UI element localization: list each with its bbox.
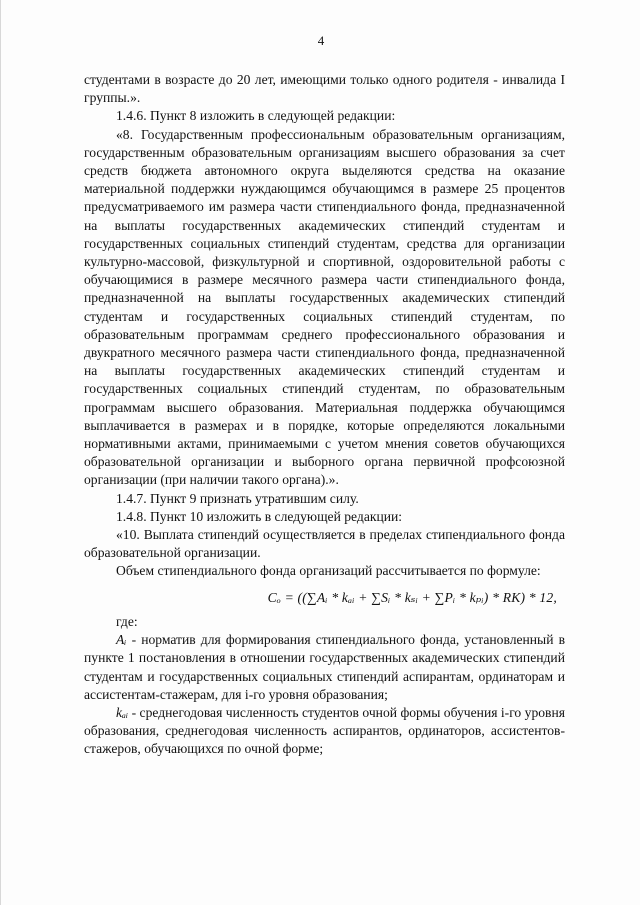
paragraph-1-4-8: 1.4.8. Пункт 10 изложить в следующей редакции: (116, 508, 403, 524)
paragraph-formula-intro: Объем стипендиального фонда организаций рассчитывается по формуле: (116, 563, 541, 579)
paragraph-continuation: студентами в возрасте до 20 лет, имеющими только одного родителя - инвалида I группы.». (84, 72, 565, 106)
definition-k-ai (84, 704, 565, 759)
scholarship-fund-formula: Cₒ = ((∑Aᵢ * kₐᵢ + ∑Sᵢ * kₛᵢ + ∑Pᵢ * kₚᵢ) * RK) * 12, (267, 589, 557, 605)
paragraph-1-4-6: 1.4.6. Пункт 8 изложить в следующей редакции: (116, 108, 396, 124)
symbol-k-ai: kₐᵢ (116, 704, 129, 720)
definition-a-i-text: - норматив для формирования стипендиального фонда, установленный в пункте 1 постановления в отношении государственных академических стипендий студентам и государственных социальных стипендий аспирантам, ординаторам и ассистентам-стажерам, для i-го уровня образования; (84, 632, 565, 702)
where-label: где: (116, 613, 138, 629)
symbol-a-i: Aᵢ (116, 632, 127, 648)
paragraph-point-8: «8. Государственным профессиональным образовательным организациям, государственным образовательным организациям высшего образования за счет средств бюджета автономного округа выделяются средства на оказание материальной поддержки нуждающимся обучающимся в размере 25 процентов предусматриваемого им размера части стипендиального фонда, предназначенной на выплаты государственных академических стипендий студентам и государственных социальных стипендий студентам, средства для организации культурно-массовой, физкультурной и спортивной, оздоровительной работы с обучающимися в размере месячного размера части стипендиального фонда, предназначенной на выплаты государственных академических стипендий студентам и государственных социальных стипендий студентам, по образовательным программам среднего профессионального образования и двукратного месячного размера части стипендиального фонда, предназначенной на выплаты государственных академических стипендий студентам и государственных социальных стипендий студентам, по образовательным программам высшего образования. Материальная поддержка обучающимся выплачивается в размерах и в порядке, которые определяются локальными нормативными актами, принимаемыми с учетом мнения советов обучающихся образовательной организации и выборного органа первичной профсоюзной организации (при наличии такого органа).». (84, 126, 565, 488)
definition-a-i (84, 631, 565, 704)
paragraph-point-10: «10. Выплата стипендий осуществляется в пределах стипендиального фонда образовательной организации. (84, 527, 565, 561)
page-number: 4 (317, 33, 325, 48)
paragraph-1-4-7: 1.4.7. Пункт 9 признать утратившим силу. (116, 490, 359, 506)
document-body (84, 71, 565, 759)
definition-k-ai-text: - среднегодовая численность студентов очной формы обучения i-го уровня образования, среднегодовая численность аспирантов, ординаторов, ассистентов-стажеров, обучающихся по очной форме; (84, 704, 565, 757)
